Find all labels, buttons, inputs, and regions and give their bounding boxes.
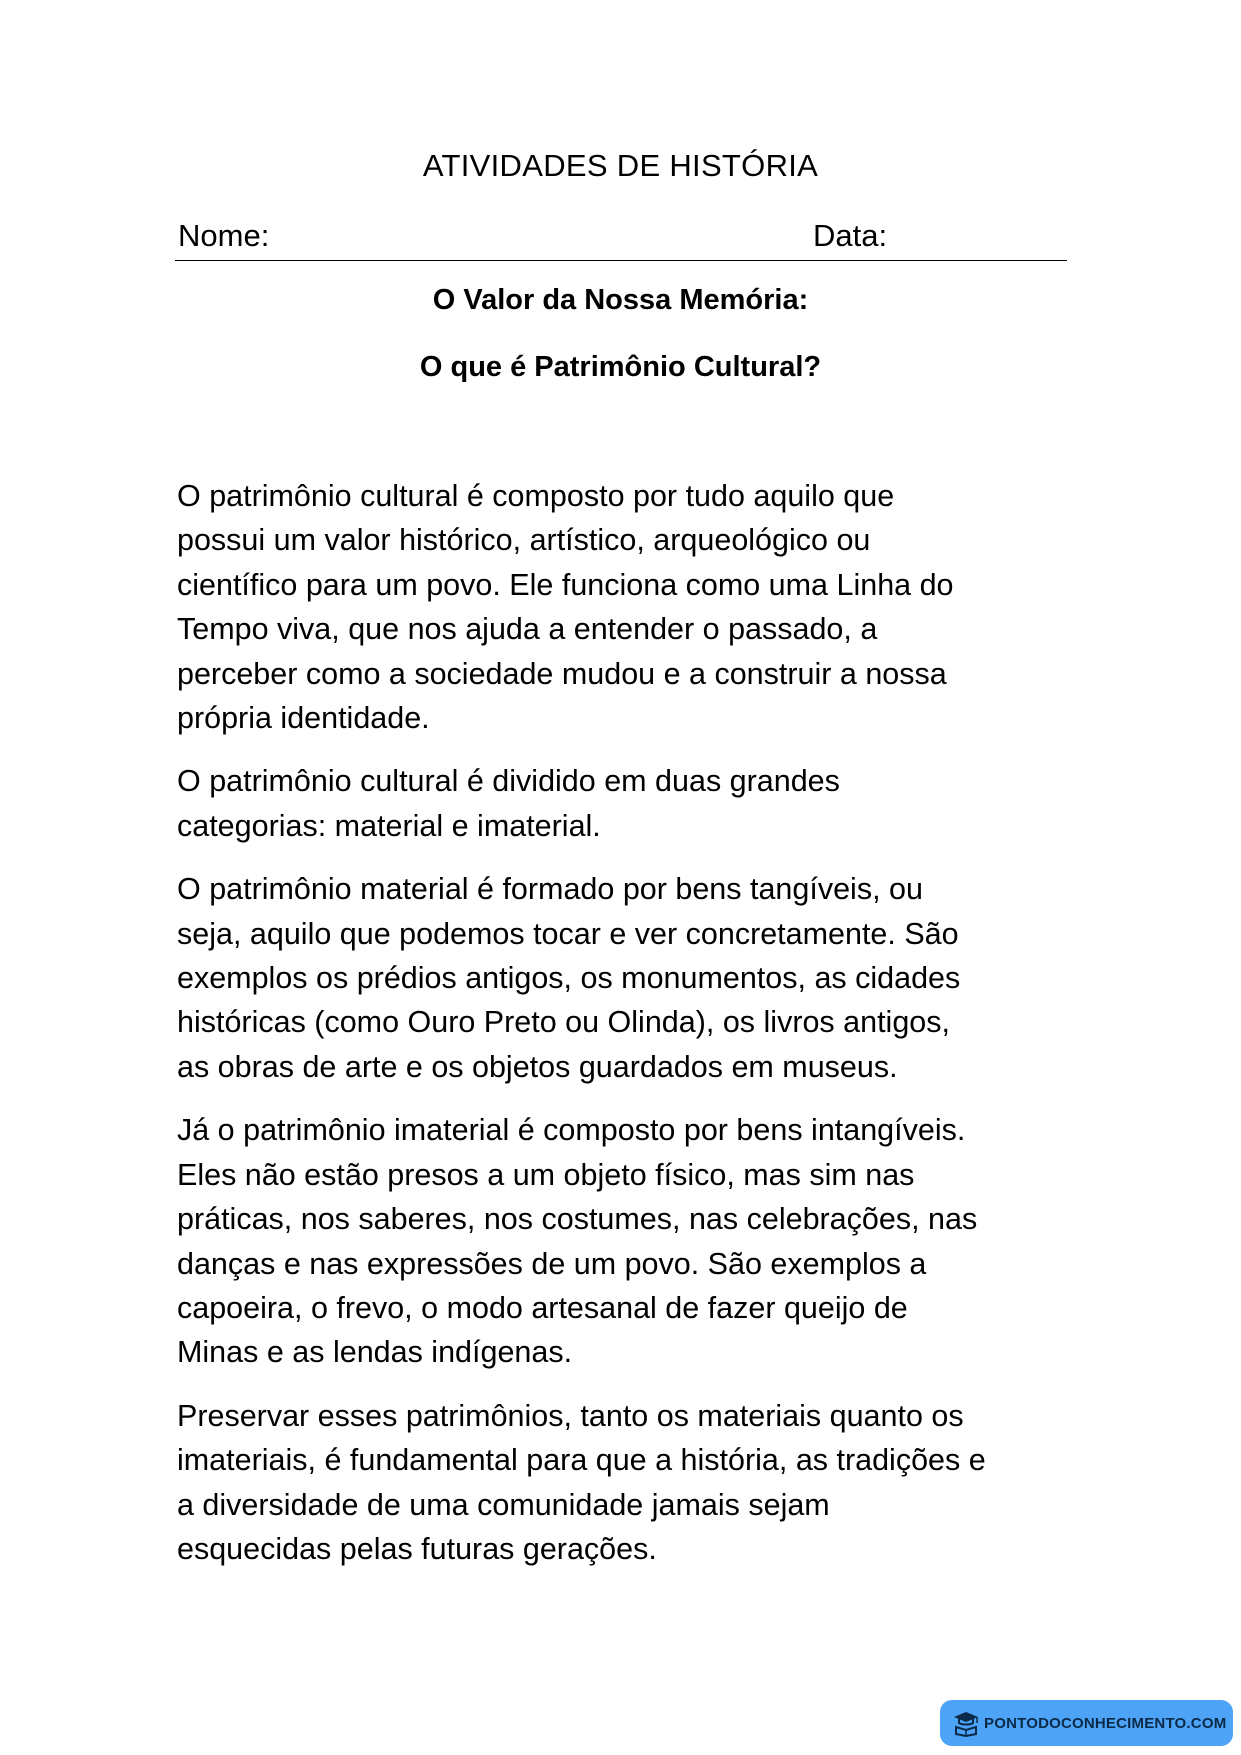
paragraph-material: O patrimônio material é formado por bens tangíveis, ou seja, aquilo que podemos tocar e ver concretamente. São exemplos os prédios antigos, os monumentos, as cidades históricas (como Ouro Preto ou Olinda), os livros antigos, as obras de arte e os objetos guardados em museus. [177, 872, 961, 1084]
watermark-text: PONTODOCONHECIMENTO.COM [984, 1714, 1227, 1732]
body-text [177, 474, 1077, 1590]
name-label: Nome: [178, 218, 270, 253]
paragraph-immaterial: Já o patrimônio imaterial é composto por bens intangíveis. Eles não estão presos a um objeto físico, mas sim nas práticas, nos saberes, nos costumes, nas celebrações, nas danças e nas expressões de um povo. São exemplos a capoeira, o frevo, o modo artesanal de fazer queijo de Minas e as lendas indígenas. [177, 1113, 978, 1370]
paragraph-preservation: Preservar esses patrimônios, tanto os materiais quanto os imateriais, é fundamental para que a história, as tradições e a diversidade de uma comunidade jamais sejam esquecidas pelas futuras gerações. [177, 1398, 986, 1566]
paragraph-categories: O patrimônio cultural é dividido em duas grandes categorias: material e imaterial. [177, 764, 840, 843]
name-date-line [175, 214, 1067, 261]
worksheet-title: ATIVIDADES DE HISTÓRIA [422, 148, 819, 183]
paragraph-definition: O patrimônio cultural é composto por tudo aquilo que possui um valor histórico, artístico, arqueológico ou científico para um povo. Ele funciona como uma Linha do Tempo viva, que nos ajuda a entender o passado, a perceber como a sociedade mudou e a construir a nossa própria identidade. [177, 479, 954, 736]
date-label: Data: [813, 218, 888, 253]
site-watermark-badge [940, 1700, 1233, 1746]
subtitle-line-1: O Valor da Nossa Memória: [432, 284, 809, 316]
graduation-cap-book-icon [952, 1709, 980, 1737]
subtitle-line-2: O que é Patrimônio Cultural? [419, 351, 822, 383]
